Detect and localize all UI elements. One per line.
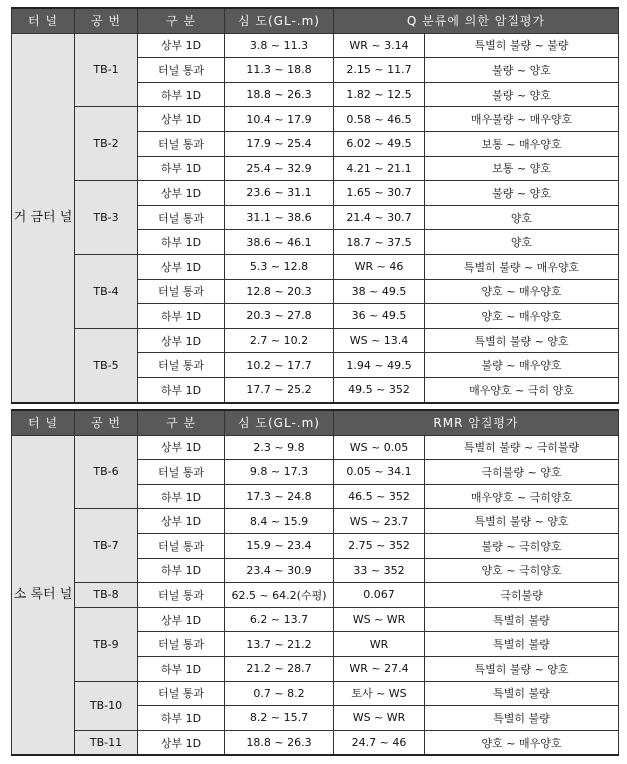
evaluation-cell: 특별히 불량 ~ 매우양호 bbox=[425, 254, 619, 279]
tunnel-name-line1: 소 록 bbox=[13, 586, 43, 602]
tunnel-name-line1: 거 금 bbox=[13, 209, 43, 225]
q-value-cell: WS ~ 13.4 bbox=[334, 328, 425, 353]
table-row bbox=[12, 254, 619, 279]
q-value-cell: WR bbox=[334, 632, 425, 657]
section-cell: 하부 1D bbox=[138, 558, 225, 583]
depth-cell: 5.3 ~ 12.8 bbox=[225, 254, 334, 279]
depth-cell: 9.8 ~ 17.3 bbox=[225, 460, 334, 485]
header-depth: 심 도(GL-.m) bbox=[225, 8, 334, 33]
table-row bbox=[12, 730, 619, 755]
tunnel-name-line2: 터 널 bbox=[43, 586, 73, 602]
evaluation-cell: 불량 ~ 극히양호 bbox=[425, 533, 619, 558]
header-row bbox=[12, 410, 619, 435]
evaluation-cell: 보통 ~ 양호 bbox=[425, 156, 619, 181]
evaluation-cell: 양호 bbox=[425, 230, 619, 255]
header-section: 구 분 bbox=[138, 8, 225, 33]
section-cell: 상부 1D bbox=[138, 33, 225, 58]
depth-cell: 15.9 ~ 23.4 bbox=[225, 533, 334, 558]
depth-cell: 3.8 ~ 11.3 bbox=[225, 33, 334, 58]
borehole-id: TB-6 bbox=[75, 435, 138, 509]
evaluation-cell: 특별히 불량 bbox=[425, 607, 619, 632]
depth-cell: 8.2 ~ 15.7 bbox=[225, 706, 334, 731]
evaluation-cell: 보통 ~ 매우양호 bbox=[425, 131, 619, 156]
depth-cell: 38.6 ~ 46.1 bbox=[225, 230, 334, 255]
depth-cell: 2.3 ~ 9.8 bbox=[225, 435, 334, 460]
section-cell: 터널 통과 bbox=[138, 353, 225, 378]
tunnel-group-label bbox=[12, 33, 75, 402]
tunnel-group-label bbox=[12, 435, 75, 755]
q-value-cell: WS ~ 0.05 bbox=[334, 435, 425, 460]
section-cell: 상부 1D bbox=[138, 509, 225, 534]
q-value-cell: 토사 ~ WS bbox=[334, 681, 425, 706]
evaluation-cell: 특별히 불량 ~ 양호 bbox=[425, 509, 619, 534]
q-classification-table bbox=[11, 7, 619, 404]
table-body bbox=[12, 435, 619, 755]
evaluation-cell: 불량 ~ 양호 bbox=[425, 82, 619, 107]
q-value-cell: WR ~ 46 bbox=[334, 254, 425, 279]
evaluation-cell: 매우양호 ~ 극히양호 bbox=[425, 484, 619, 509]
section-cell: 터널 통과 bbox=[138, 205, 225, 230]
borehole-id: TB-1 bbox=[75, 33, 138, 107]
section-cell: 하부 1D bbox=[138, 156, 225, 181]
q-value-cell: 0.58 ~ 46.5 bbox=[334, 107, 425, 132]
depth-cell: 17.7 ~ 25.2 bbox=[225, 377, 334, 402]
depth-cell: 23.6 ~ 31.1 bbox=[225, 181, 334, 206]
q-value-cell: 46.5 ~ 352 bbox=[334, 484, 425, 509]
evaluation-cell: 양호 bbox=[425, 205, 619, 230]
table-row bbox=[12, 33, 619, 58]
header-depth: 심 도(GL-.m) bbox=[225, 410, 334, 435]
section-cell: 터널 통과 bbox=[138, 460, 225, 485]
evaluation-cell: 특별히 불량 ~ 불량 bbox=[425, 33, 619, 58]
q-value-cell: 2.75 ~ 352 bbox=[334, 533, 425, 558]
borehole-id: TB-9 bbox=[75, 607, 138, 681]
table-row bbox=[12, 107, 619, 132]
evaluation-cell: 불량 ~ 매우양호 bbox=[425, 353, 619, 378]
evaluation-cell: 매우양호 ~ 극히 양호 bbox=[425, 377, 619, 402]
section-cell: 상부 1D bbox=[138, 328, 225, 353]
depth-cell: 6.2 ~ 13.7 bbox=[225, 607, 334, 632]
section-cell: 하부 1D bbox=[138, 656, 225, 681]
depth-cell: 0.7 ~ 8.2 bbox=[225, 681, 334, 706]
depth-cell: 20.3 ~ 27.8 bbox=[225, 304, 334, 329]
table-body bbox=[12, 33, 619, 402]
depth-cell: 10.4 ~ 17.9 bbox=[225, 107, 334, 132]
borehole-id: TB-11 bbox=[75, 730, 138, 755]
evaluation-cell: 특별히 불량 bbox=[425, 706, 619, 731]
evaluation-cell: 특별히 불량 bbox=[425, 632, 619, 657]
section-cell: 하부 1D bbox=[138, 706, 225, 731]
depth-cell: 11.3 ~ 18.8 bbox=[225, 58, 334, 83]
q-value-cell: WR ~ 3.14 bbox=[334, 33, 425, 58]
section-cell: 터널 통과 bbox=[138, 58, 225, 83]
q-value-cell: 38 ~ 49.5 bbox=[334, 279, 425, 304]
depth-cell: 12.8 ~ 20.3 bbox=[225, 279, 334, 304]
tunnel-name-line2: 터 널 bbox=[43, 209, 73, 225]
section-cell: 상부 1D bbox=[138, 435, 225, 460]
q-value-cell: 6.02 ~ 49.5 bbox=[334, 131, 425, 156]
evaluation-cell: 불량 ~ 양호 bbox=[425, 181, 619, 206]
q-value-cell: 21.4 ~ 30.7 bbox=[334, 205, 425, 230]
q-value-cell: WS ~ 23.7 bbox=[334, 509, 425, 534]
depth-cell: 25.4 ~ 32.9 bbox=[225, 156, 334, 181]
section-cell: 터널 통과 bbox=[138, 632, 225, 657]
borehole-id: TB-5 bbox=[75, 328, 138, 402]
table-row bbox=[12, 328, 619, 353]
evaluation-cell: 매우불량 ~ 매우양호 bbox=[425, 107, 619, 132]
borehole-id: TB-7 bbox=[75, 509, 138, 583]
evaluation-cell: 양호 ~ 매우양호 bbox=[425, 730, 619, 755]
q-value-cell: 18.7 ~ 37.5 bbox=[334, 230, 425, 255]
header-borehole: 공 번 bbox=[75, 410, 138, 435]
rmr-table bbox=[11, 409, 619, 756]
evaluation-cell: 극히불량 ~ 양호 bbox=[425, 460, 619, 485]
q-value-cell: 1.82 ~ 12.5 bbox=[334, 82, 425, 107]
depth-cell: 23.4 ~ 30.9 bbox=[225, 558, 334, 583]
section-cell: 하부 1D bbox=[138, 484, 225, 509]
q-value-cell: 1.94 ~ 49.5 bbox=[334, 353, 425, 378]
q-value-cell: 24.7 ~ 46 bbox=[334, 730, 425, 755]
q-value-cell: 33 ~ 352 bbox=[334, 558, 425, 583]
section-cell: 하부 1D bbox=[138, 304, 225, 329]
header-q-class: Q 분류에 의한 암질평가 bbox=[334, 8, 619, 33]
evaluation-cell: 극히불량 bbox=[425, 583, 619, 608]
evaluation-cell: 특별히 불량 ~ 극히불량 bbox=[425, 435, 619, 460]
q-value-cell: 4.21 ~ 21.1 bbox=[334, 156, 425, 181]
evaluation-cell: 양호 ~ 매우양호 bbox=[425, 279, 619, 304]
evaluation-cell: 양호 ~ 매우양호 bbox=[425, 304, 619, 329]
borehole-id: TB-3 bbox=[75, 181, 138, 255]
depth-cell: 18.8 ~ 26.3 bbox=[225, 82, 334, 107]
depth-cell: 31.1 ~ 38.6 bbox=[225, 205, 334, 230]
header-section: 구 분 bbox=[138, 410, 225, 435]
q-value-cell: 49.5 ~ 352 bbox=[334, 377, 425, 402]
section-cell: 터널 통과 bbox=[138, 681, 225, 706]
section-cell: 하부 1D bbox=[138, 230, 225, 255]
section-cell: 상부 1D bbox=[138, 607, 225, 632]
section-cell: 상부 1D bbox=[138, 107, 225, 132]
section-cell: 하부 1D bbox=[138, 82, 225, 107]
section-cell: 터널 통과 bbox=[138, 583, 225, 608]
borehole-id: TB-2 bbox=[75, 107, 138, 181]
evaluation-cell: 특별히 불량 ~ 양호 bbox=[425, 656, 619, 681]
section-cell: 터널 통과 bbox=[138, 533, 225, 558]
depth-cell: 62.5 ~ 64.2(수평) bbox=[225, 583, 334, 608]
evaluation-cell: 불량 ~ 양호 bbox=[425, 58, 619, 83]
section-cell: 터널 통과 bbox=[138, 131, 225, 156]
depth-cell: 13.7 ~ 21.2 bbox=[225, 632, 334, 657]
evaluation-cell: 특별히 불량 bbox=[425, 681, 619, 706]
depth-cell: 2.7 ~ 10.2 bbox=[225, 328, 334, 353]
depth-cell: 10.2 ~ 17.7 bbox=[225, 353, 334, 378]
table-row bbox=[12, 681, 619, 706]
q-value-cell: 2.15 ~ 11.7 bbox=[334, 58, 425, 83]
depth-cell: 17.9 ~ 25.4 bbox=[225, 131, 334, 156]
q-value-cell: 0.05 ~ 34.1 bbox=[334, 460, 425, 485]
section-cell: 터널 통과 bbox=[138, 279, 225, 304]
header-tunnel: 터 널 bbox=[12, 8, 75, 33]
table-row bbox=[12, 509, 619, 534]
depth-cell: 8.4 ~ 15.9 bbox=[225, 509, 334, 534]
q-value-cell: 36 ~ 49.5 bbox=[334, 304, 425, 329]
borehole-id: TB-4 bbox=[75, 254, 138, 328]
section-cell: 상부 1D bbox=[138, 254, 225, 279]
section-cell: 상부 1D bbox=[138, 730, 225, 755]
header-row bbox=[12, 8, 619, 33]
q-value-cell: WS ~ WR bbox=[334, 706, 425, 731]
borehole-id: TB-10 bbox=[75, 681, 138, 730]
evaluation-cell: 특별히 불량 ~ 양호 bbox=[425, 328, 619, 353]
table-row bbox=[12, 583, 619, 608]
header-tunnel: 터 널 bbox=[12, 410, 75, 435]
depth-cell: 17.3 ~ 24.8 bbox=[225, 484, 334, 509]
table-row bbox=[12, 181, 619, 206]
q-value-cell: WS ~ WR bbox=[334, 607, 425, 632]
q-value-cell: 1.65 ~ 30.7 bbox=[334, 181, 425, 206]
header-rmr: RMR 암질평가 bbox=[334, 410, 619, 435]
table-row bbox=[12, 607, 619, 632]
borehole-id: TB-8 bbox=[75, 583, 138, 608]
table-row bbox=[12, 435, 619, 460]
q-value-cell: 0.067 bbox=[334, 583, 425, 608]
depth-cell: 21.2 ~ 28.7 bbox=[225, 656, 334, 681]
q-value-cell: WR ~ 27.4 bbox=[334, 656, 425, 681]
section-cell: 하부 1D bbox=[138, 377, 225, 402]
section-cell: 상부 1D bbox=[138, 181, 225, 206]
header-borehole: 공 번 bbox=[75, 8, 138, 33]
evaluation-cell: 양호 ~ 극히양호 bbox=[425, 558, 619, 583]
depth-cell: 18.8 ~ 26.3 bbox=[225, 730, 334, 755]
